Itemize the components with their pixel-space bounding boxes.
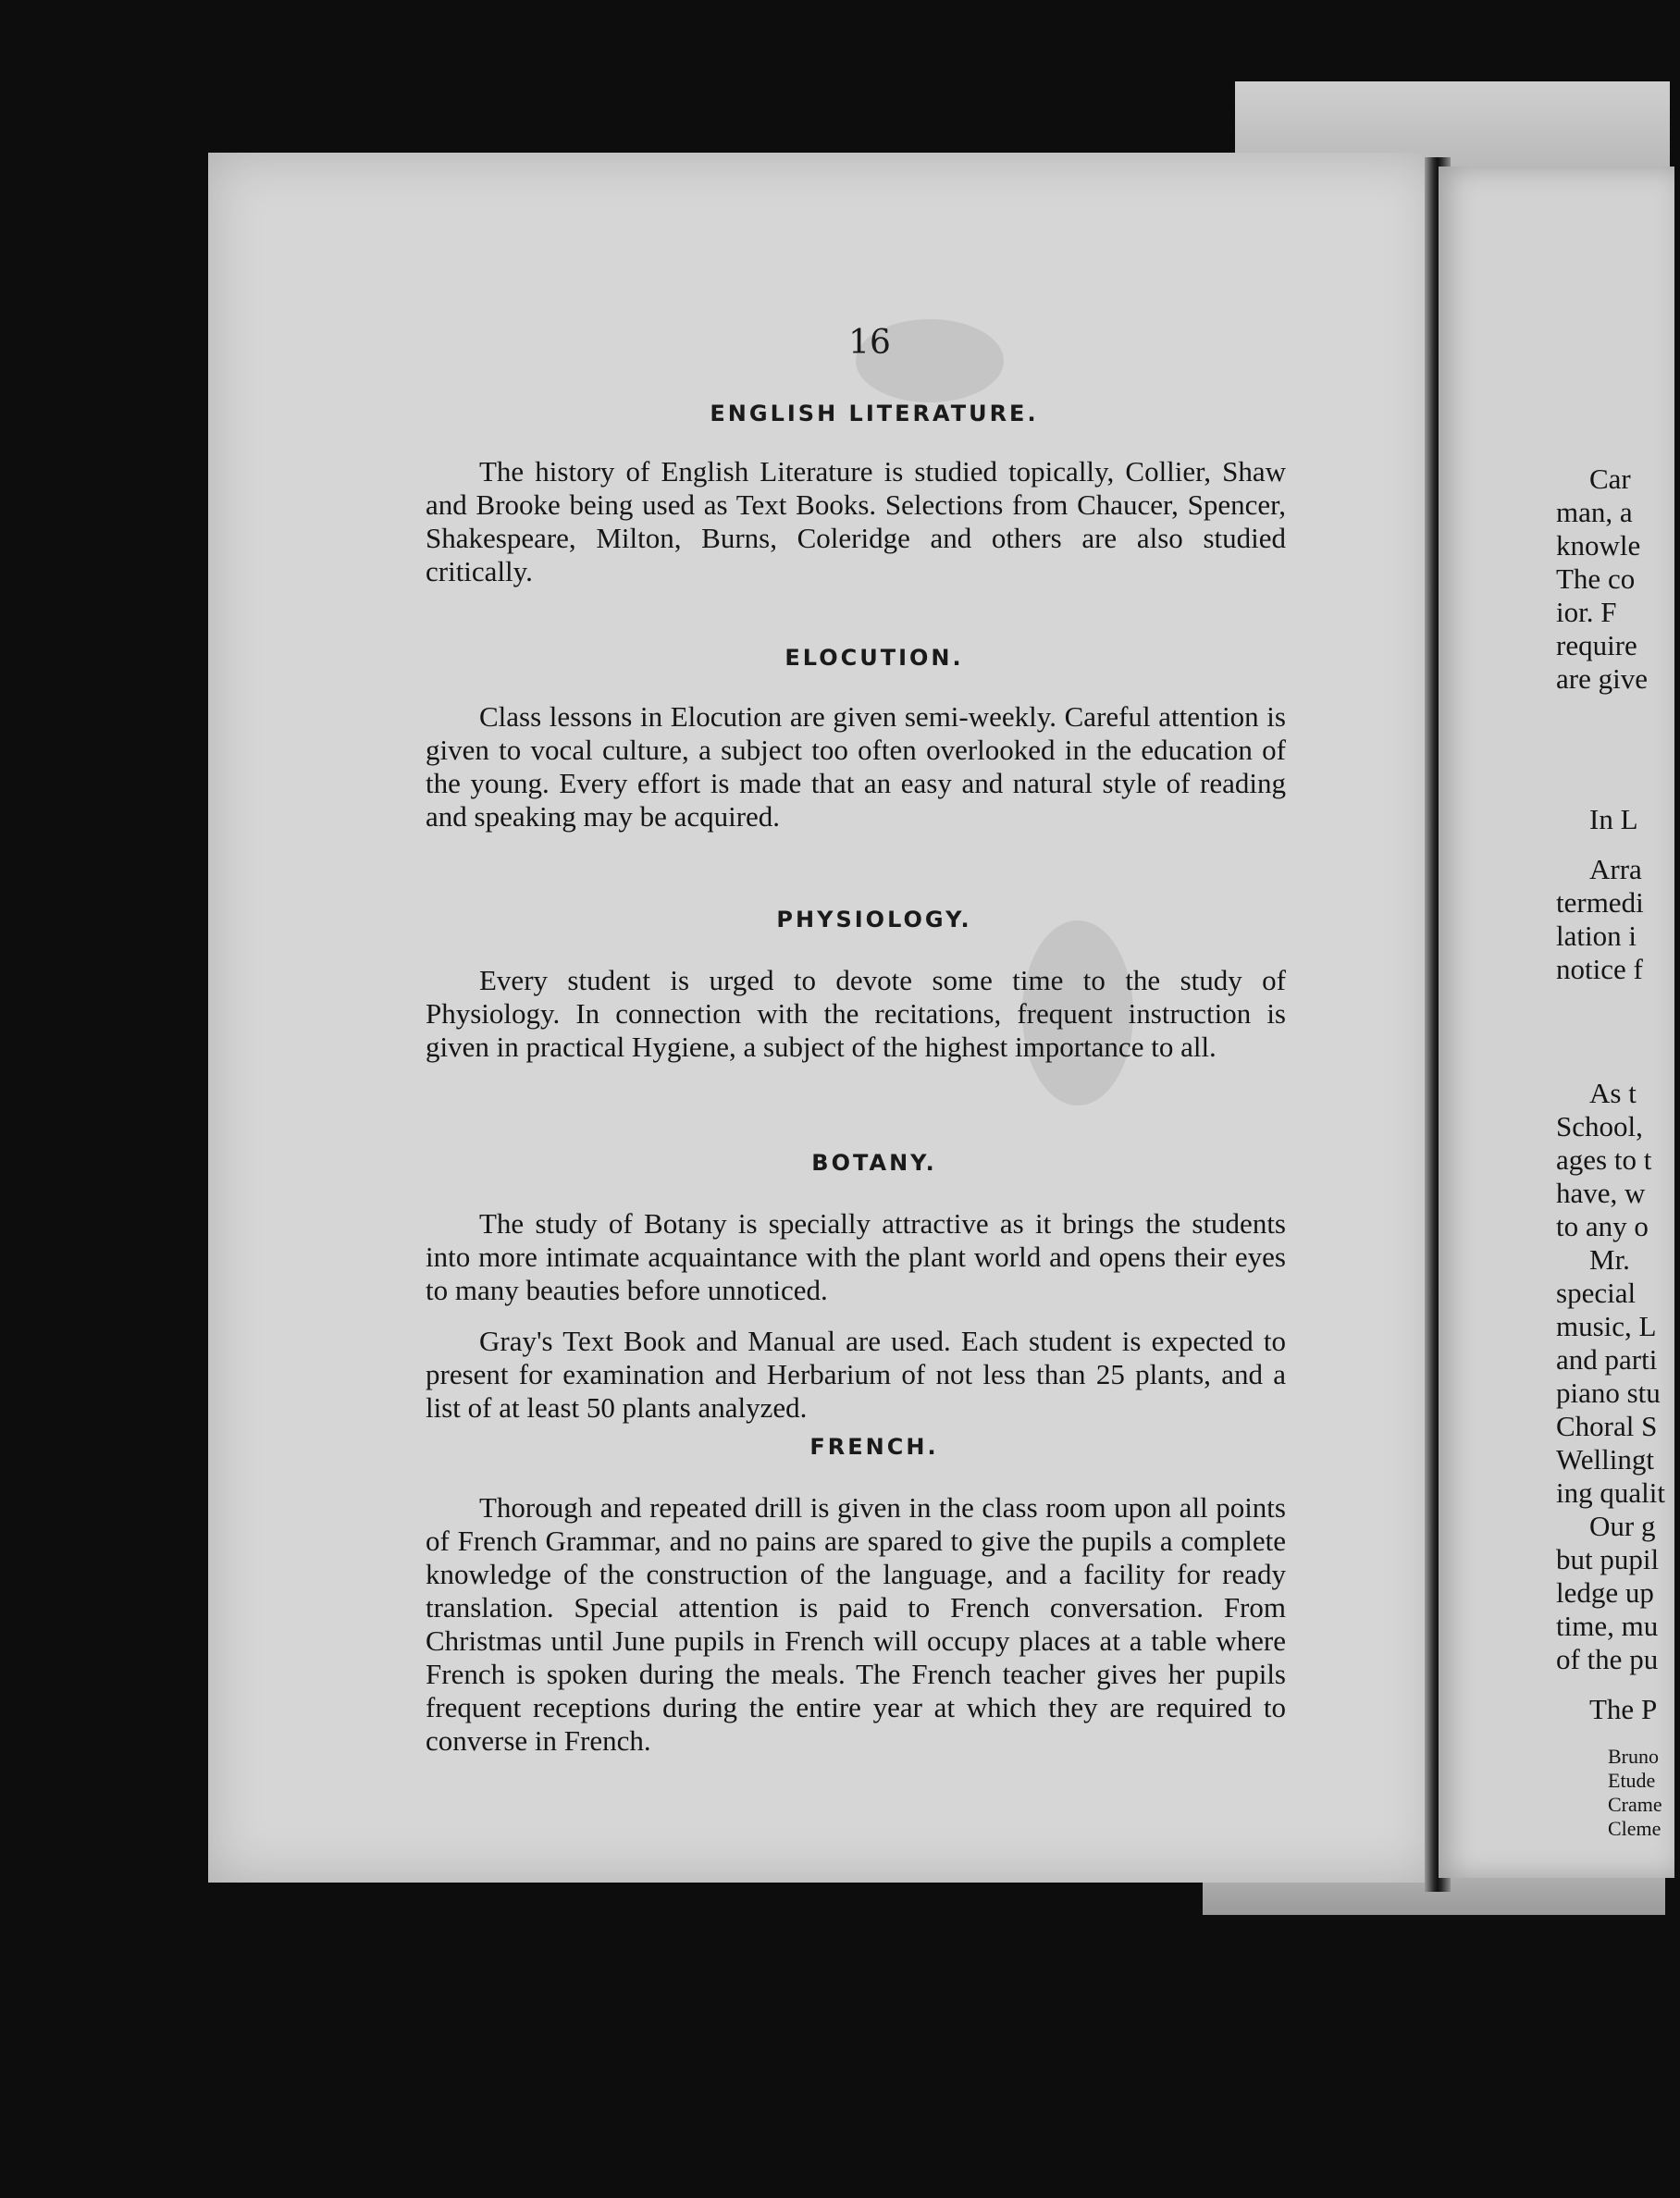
facing-page-line: Etude <box>1608 1769 1656 1792</box>
facing-page-line: Choral S <box>1556 1410 1658 1442</box>
paragraph-physiology: Every student is urged to devote some time to the study of Physiology. In connection with the recitations, frequent instruction is given in practical Hygiene, a subject of the highest importance to all. <box>426 964 1286 1063</box>
facing-page-line: have, w <box>1556 1177 1646 1209</box>
facing-page-line: knowle <box>1556 529 1641 562</box>
facing-page-line: ages to t <box>1556 1143 1652 1176</box>
facing-page-line: and parti <box>1556 1343 1658 1376</box>
facing-page-line: music, L <box>1556 1310 1657 1342</box>
paragraph-botany-1: The study of Botany is specially attractive as it brings the students into more intimate acquaintance with the plant world and opens their eyes to many beauties before unnoticed. <box>426 1207 1286 1306</box>
facing-page-line: Wellingt <box>1556 1443 1654 1476</box>
heading-english-literature: ENGLISH LITERATURE. <box>710 401 1039 426</box>
page-number: 16 <box>848 324 891 362</box>
facing-page-line: Mr. <box>1589 1243 1630 1276</box>
facing-page-line: to any o <box>1556 1210 1649 1242</box>
facing-page-line: man, a <box>1556 496 1633 528</box>
facing-page-line: notice f <box>1556 953 1643 985</box>
facing-page-line: The co <box>1556 562 1636 595</box>
heading-botany: BOTANY. <box>811 1150 937 1176</box>
facing-page-line: of the pu <box>1556 1643 1659 1675</box>
facing-page-line: As t <box>1589 1077 1637 1109</box>
heading-physiology: PHYSIOLOGY. <box>776 907 972 932</box>
facing-page-line: but pupil <box>1556 1543 1660 1575</box>
heading-french: FRENCH. <box>809 1434 939 1460</box>
facing-page-line: lation i <box>1556 920 1637 952</box>
facing-page-line: The P <box>1589 1693 1658 1725</box>
facing-page-line: require <box>1556 629 1637 661</box>
facing-page-line: termedi <box>1556 886 1644 919</box>
facing-page-line: ing qualit <box>1556 1476 1665 1509</box>
paragraph-elocution: Class lessons in Elocution are given semi-weekly. Careful attention is given to vocal culture, a subject too often overlooked in the education of the young. Every effort is made that an easy and natural style of reading and speaking may be acquired. <box>426 700 1286 833</box>
facing-page-line: Arra <box>1589 853 1642 885</box>
facing-page-line: Bruno <box>1608 1745 1659 1768</box>
facing-page-line: time, mu <box>1556 1610 1659 1642</box>
paragraph-french: Thorough and repeated drill is given in the class room upon all points of French Grammar, and no pains are spared to give the pupils a complete knowledge of the construction of the language, and a facility for ready translation. Special attention is paid to French conversation. From Christmas until June pupils in French will occupy places at a table where French is spoken during the meals. The French teacher gives her pupils frequent receptions during the entire year at which they are required to converse in French. <box>426 1491 1286 1757</box>
facing-page-line: special <box>1556 1277 1637 1309</box>
facing-page-line: Cleme <box>1608 1817 1661 1840</box>
facing-page-line: piano stu <box>1556 1377 1661 1409</box>
heading-elocution: ELOCUTION. <box>784 645 964 671</box>
facing-page-line: Car <box>1589 463 1631 495</box>
facing-page-line: School, <box>1556 1110 1643 1142</box>
facing-page-line: ledge up <box>1556 1576 1654 1609</box>
paragraph-botany-2: Gray's Text Book and Manual are used. Each student is expected to present for examination and Herbarium of not less than 25 plants, and a list of at least 50 plants analyzed. <box>426 1325 1286 1424</box>
facing-page-line: In L <box>1589 803 1638 835</box>
facing-page-line: Crame <box>1608 1793 1662 1816</box>
paragraph-english-literature: The history of English Literature is studied topically, Collier, Shaw and Brooke being used as Text Books. Selections from Chaucer, Spencer, Shakespeare, Milton, Burns, Coleridge and others are also studied critically. <box>426 455 1286 587</box>
facing-page-line: Our g <box>1589 1510 1656 1542</box>
facing-page-line: ior. F <box>1556 596 1617 628</box>
facing-page-line: are give <box>1556 662 1648 695</box>
